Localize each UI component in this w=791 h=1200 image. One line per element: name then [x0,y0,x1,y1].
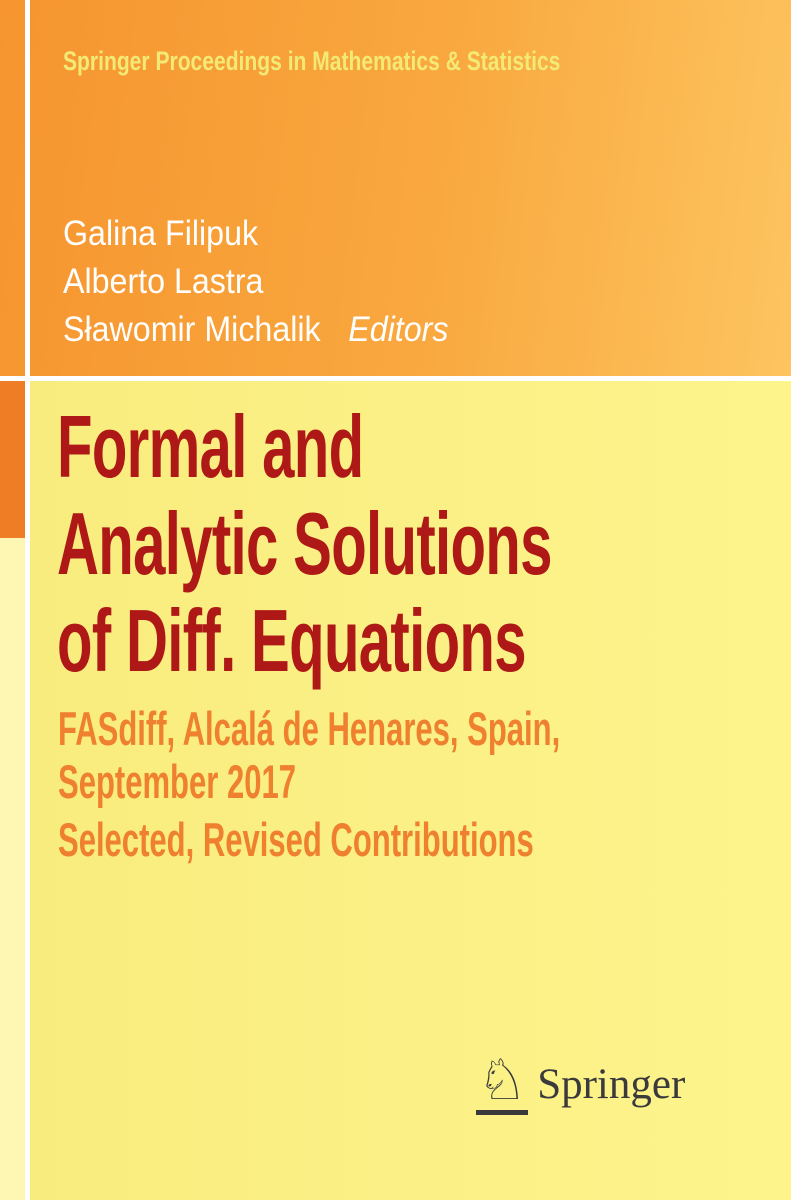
editor-name: Galina Filipuk [63,214,259,253]
editor-name: Sławomir Michalik [63,310,321,349]
subtitle-line-1: FASdiff, Alcalá de Henares, Spain, [58,702,561,755]
springer-logo [476,1048,686,1115]
springer-wordmark: Springer [537,1061,686,1108]
series-title: Springer Proceedings in Mathematics & Statistics [63,46,561,76]
springer-horse-icon: ♘ [477,1048,528,1113]
editor-row [63,306,448,354]
editors-block [63,210,448,354]
editors-role-label: Editors [348,310,449,349]
title-line-2: Analytic Solutions [57,494,552,593]
subtitle-line-2: September 2017 [58,755,296,808]
title-line-1: Formal and [57,397,364,496]
left-rail-orange-segment [0,381,25,538]
book-title [57,398,552,689]
vertical-divider [25,0,30,1200]
left-rail-pale-segment [0,538,25,1200]
title-line-3: of Diff. Equations [57,591,526,690]
contributions-note: Selected, Revised Contributions [58,813,534,866]
editor-name: Alberto Lastra [63,262,264,301]
horizontal-divider [0,376,791,381]
book-subtitle [58,702,560,808]
